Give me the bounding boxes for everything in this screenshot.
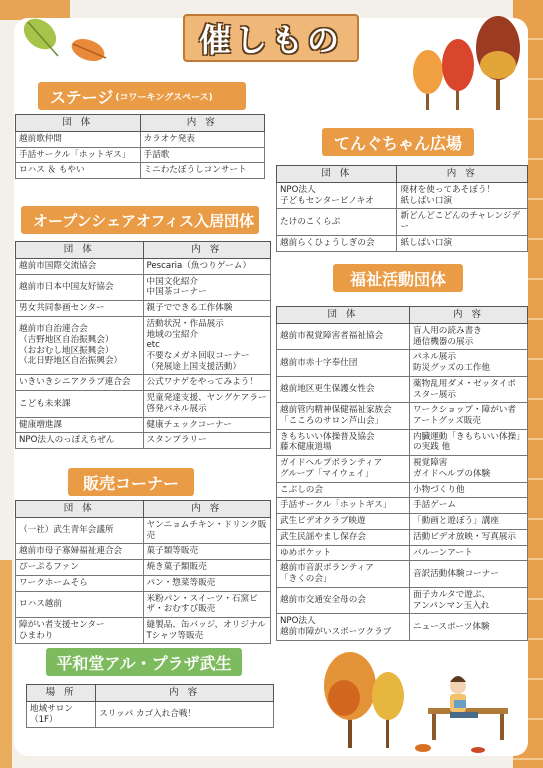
- table-row: [16, 433, 271, 449]
- group-cell: （一社）武生青年会議所: [16, 517, 144, 543]
- group-cell: きもちいい体操普及協会 藤木健康道場: [277, 429, 410, 455]
- table-row: [277, 514, 528, 530]
- stage-table: [15, 114, 265, 179]
- group-cell: 越前市日本中国友好協会: [16, 274, 144, 300]
- content-cell: 新どんどこどんのチャレンジデー: [397, 209, 528, 235]
- group-cell: 越前市赤十字奉仕団: [277, 350, 410, 376]
- sales-table: [15, 500, 271, 644]
- content-cell: 活動状況・作品展示 地域の宝紹介 etc 不要なメガネ回収コーナー （発展途上国支援活動）: [143, 316, 271, 375]
- content-cell: カラオケ発表: [140, 131, 265, 147]
- table-row: [16, 560, 271, 576]
- group-cell: 男女共同参画センター: [16, 301, 144, 317]
- table-row: [16, 274, 271, 300]
- content-cell: スリッパ カゴ入れ合戦！: [96, 701, 274, 727]
- table-row: [277, 529, 528, 545]
- content-cell: 内臓運動「きもちいい体操」の実践 他: [410, 429, 528, 455]
- content-cell: 中国文化紹介 中国茶コーナー: [143, 274, 271, 300]
- side-stripe-decoration: [0, 560, 12, 768]
- office-heading: オープンシェアオフィス入居団体: [21, 206, 259, 234]
- group-cell: 手話サークル「ホットギス」: [16, 147, 141, 163]
- column-header: 内 容: [96, 685, 274, 702]
- content-cell: 薬物乱用ダメ・ゼッタイポスター展示: [410, 376, 528, 402]
- group-cell: 越前市母子寡婦福祉連合会: [16, 544, 144, 560]
- content-cell: スタンプラリー: [143, 433, 271, 449]
- stage-heading: [38, 82, 246, 110]
- content-cell: ヤンニョムチキン・ドリンク販売: [143, 517, 271, 543]
- column-header: 団 体: [16, 242, 144, 259]
- table-row: [277, 482, 528, 498]
- group-cell: 地域サロン （1F）: [27, 701, 96, 727]
- table-row: [277, 561, 528, 587]
- content-cell: ミニわたぼうしコンサート: [140, 163, 265, 179]
- table-row: [277, 498, 528, 514]
- column-header: 内 容: [410, 307, 528, 324]
- table-row: [16, 517, 271, 543]
- tengu-heading: てんぐちゃん広場: [322, 128, 474, 156]
- sales-heading: 販売コーナー: [68, 468, 194, 496]
- group-cell: 越前市視覚障害者福祉協会: [277, 323, 410, 349]
- content-cell: 面子カルタで遊ぶ、 アンパンマン玉入れ: [410, 587, 528, 613]
- table-row: [16, 131, 265, 147]
- group-cell: 手話サークル「ホットギス」: [277, 498, 410, 514]
- group-cell: こども未来課: [16, 391, 144, 417]
- group-cell: 武生ビデオクラブ映遊: [277, 514, 410, 530]
- group-cell: 越前市自治連合会 （吉野地区自治振興会） （おおむし地区振興会） （北日野地区自治振興会）: [16, 316, 144, 375]
- content-cell: 健康チェックコーナー: [143, 417, 271, 433]
- stage-title: ステージ: [50, 87, 114, 107]
- group-cell: 越前管内精神保健福祉家族会 「こころのサロン芦山会」: [277, 403, 410, 429]
- group-cell: ゆめポケット: [277, 545, 410, 561]
- table-row: [277, 235, 528, 251]
- column-header: 内 容: [143, 242, 271, 259]
- column-header: 団 体: [277, 166, 397, 183]
- table-row: [16, 316, 271, 375]
- content-cell: 米粉パン・スイーツ・石窯ピザ・おむすび販売: [143, 591, 271, 617]
- reading-person-icon: [318, 638, 528, 756]
- table-row: [16, 147, 265, 163]
- content-cell: ニュースポーツ体験: [410, 614, 528, 640]
- column-header: 団 体: [16, 501, 144, 518]
- group-cell: 障がい者支援センター ひまわり: [16, 618, 144, 644]
- group-cell: 越前らくひょうしぎの会: [277, 235, 397, 251]
- table-row: [277, 350, 528, 376]
- column-header: 内 容: [140, 115, 265, 132]
- table-row: [277, 403, 528, 429]
- content-cell: 小物づくり他: [410, 482, 528, 498]
- group-cell: いきいきシニアクラブ連合会: [16, 375, 144, 391]
- table-row: [16, 575, 271, 591]
- table-row: [27, 701, 274, 727]
- welfare-table: [276, 306, 528, 641]
- table-row: [16, 544, 271, 560]
- page-title: 催しもの: [183, 14, 359, 62]
- table-row: [277, 456, 528, 482]
- column-header: 内 容: [143, 501, 271, 518]
- column-header: 内 容: [397, 166, 528, 183]
- group-cell: 健康増進課: [16, 417, 144, 433]
- content-cell: 手話歌: [140, 147, 265, 163]
- table-row: [16, 618, 271, 644]
- table-row: [16, 591, 271, 617]
- content-cell: 視覚障害 ガイドヘルプの体験: [410, 456, 528, 482]
- group-cell: NPO法人 子どもセンターピノキオ: [277, 182, 397, 208]
- content-cell: バルーンアート: [410, 545, 528, 561]
- content-cell: パネル展示 防災グッズの工作他: [410, 350, 528, 376]
- plaza-table: [26, 684, 274, 728]
- content-cell: 公式ワナゲをやってみよう！: [143, 375, 271, 391]
- table-row: [277, 429, 528, 455]
- group-cell: ワークホームそら: [16, 575, 144, 591]
- content-cell: 紙しばい口演: [397, 235, 528, 251]
- table-row: [277, 323, 528, 349]
- column-header: 団 体: [277, 307, 410, 324]
- content-cell: 手話ゲーム: [410, 498, 528, 514]
- content-cell: パン・惣菜等販売: [143, 575, 271, 591]
- table-row: [277, 209, 528, 235]
- content-cell: 縫製品、缶バッジ、オリジナルTシャツ等販売: [143, 618, 271, 644]
- content-cell: 「動画と遊ぼう」講座: [410, 514, 528, 530]
- tengu-table: [276, 165, 528, 252]
- group-cell: 越前歌仲間: [16, 131, 141, 147]
- group-cell: ロハス ＆ もやい: [16, 163, 141, 179]
- group-cell: 越前地区更生保護女性会: [277, 376, 410, 402]
- group-cell: ガイドヘルプボランティア グループ「マイウェイ」: [277, 456, 410, 482]
- column-header: 場 所: [27, 685, 96, 702]
- group-cell: 越前市音訳ボランティア 「きくの会」: [277, 561, 410, 587]
- table-row: [277, 587, 528, 613]
- content-cell: Pescaria（魚つりゲーム）: [143, 258, 271, 274]
- group-cell: 越前市交通安全母の会: [277, 587, 410, 613]
- group-cell: 越前市国際交流協会: [16, 258, 144, 274]
- content-cell: 児童発達支援、ヤングケアラー啓発パネル展示: [143, 391, 271, 417]
- table-row: [16, 417, 271, 433]
- group-cell: ロハス越前: [16, 591, 144, 617]
- group-cell: ぴーぷるファン: [16, 560, 144, 576]
- table-row: [277, 545, 528, 561]
- group-cell: NPO法人のっぽえちぜん: [16, 433, 144, 449]
- table-row: [16, 391, 271, 417]
- content-cell: 音訳活動体験コーナー: [410, 561, 528, 587]
- table-row: [16, 301, 271, 317]
- group-cell: たけのこくらぶ: [277, 209, 397, 235]
- column-header: 団 体: [16, 115, 141, 132]
- table-row: [16, 163, 265, 179]
- content-cell: 焼き菓子類販売: [143, 560, 271, 576]
- tree-icon: [410, 10, 525, 120]
- group-cell: NPO法人 越前市障がいスポーツクラブ: [277, 614, 410, 640]
- office-table: [15, 241, 271, 449]
- leaf-icon: [18, 8, 113, 68]
- table-row: [277, 182, 528, 208]
- group-cell: 武生民謡やまし保存会: [277, 529, 410, 545]
- plaza-heading: 平和堂アル・プラザ武生: [46, 648, 242, 676]
- content-cell: 菓子類等販売: [143, 544, 271, 560]
- content-cell: ワークショップ・障がい者アートグッズ販売: [410, 403, 528, 429]
- table-row: [16, 375, 271, 391]
- table-row: [16, 258, 271, 274]
- table-row: [277, 614, 528, 640]
- welfare-heading: 福祉活動団体: [333, 264, 463, 292]
- table-row: [277, 376, 528, 402]
- content-cell: 盲人用の読み書き 通信機器の展示: [410, 323, 528, 349]
- content-cell: 廃材を使ってあそぼう！ 紙しばい口演: [397, 182, 528, 208]
- group-cell: こぶしの会: [277, 482, 410, 498]
- content-cell: 親子でできる工作体験: [143, 301, 271, 317]
- content-cell: 活動ビデオ放映・写真展示: [410, 529, 528, 545]
- stage-subtitle: (コワーキングスペース): [115, 92, 213, 103]
